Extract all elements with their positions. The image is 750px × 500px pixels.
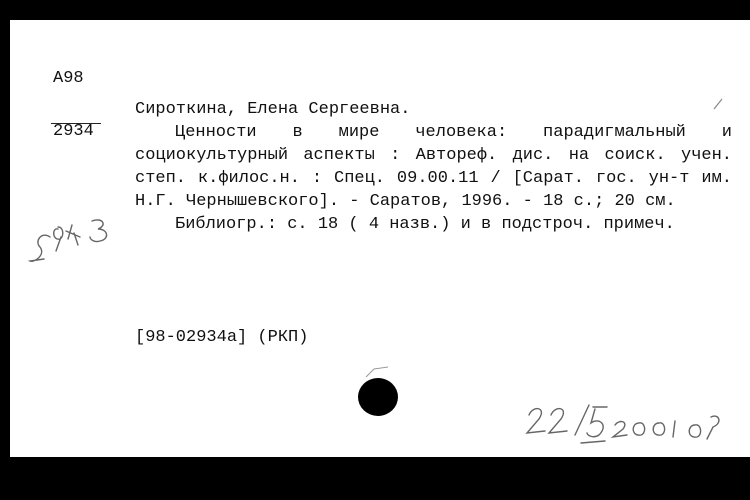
bibliography-note: Библиогр.: с. 18 ( 4 назв.) и в подстроч. примеч. bbox=[175, 215, 675, 234]
pencil-tick-mark bbox=[360, 365, 400, 385]
title-description: Ценности в мире человека: парадигмальный и социокультурный аспекты : Автореф. дис. на соиск. учен. степ. к.филос.н. : Спец. 09.00.11 / [Сарат. гос. ун-т им. Н.Г. Чернышевского]. - Саратов, 1996. - 18 с.; 20 см. bbox=[135, 123, 732, 211]
author-heading: Сироткина, Елена Сергеевна. bbox=[135, 100, 411, 119]
handwritten-date-note bbox=[515, 395, 730, 455]
record-body bbox=[135, 98, 732, 236]
catalog-number: [98-02934а] (РКП) bbox=[135, 328, 309, 347]
catalog-card bbox=[10, 20, 750, 457]
shelf-mark: А98 bbox=[53, 69, 84, 88]
inventory-number: 2934 bbox=[53, 122, 94, 141]
pencil-mark bbox=[710, 95, 730, 115]
handwritten-margin-note bbox=[28, 215, 138, 295]
